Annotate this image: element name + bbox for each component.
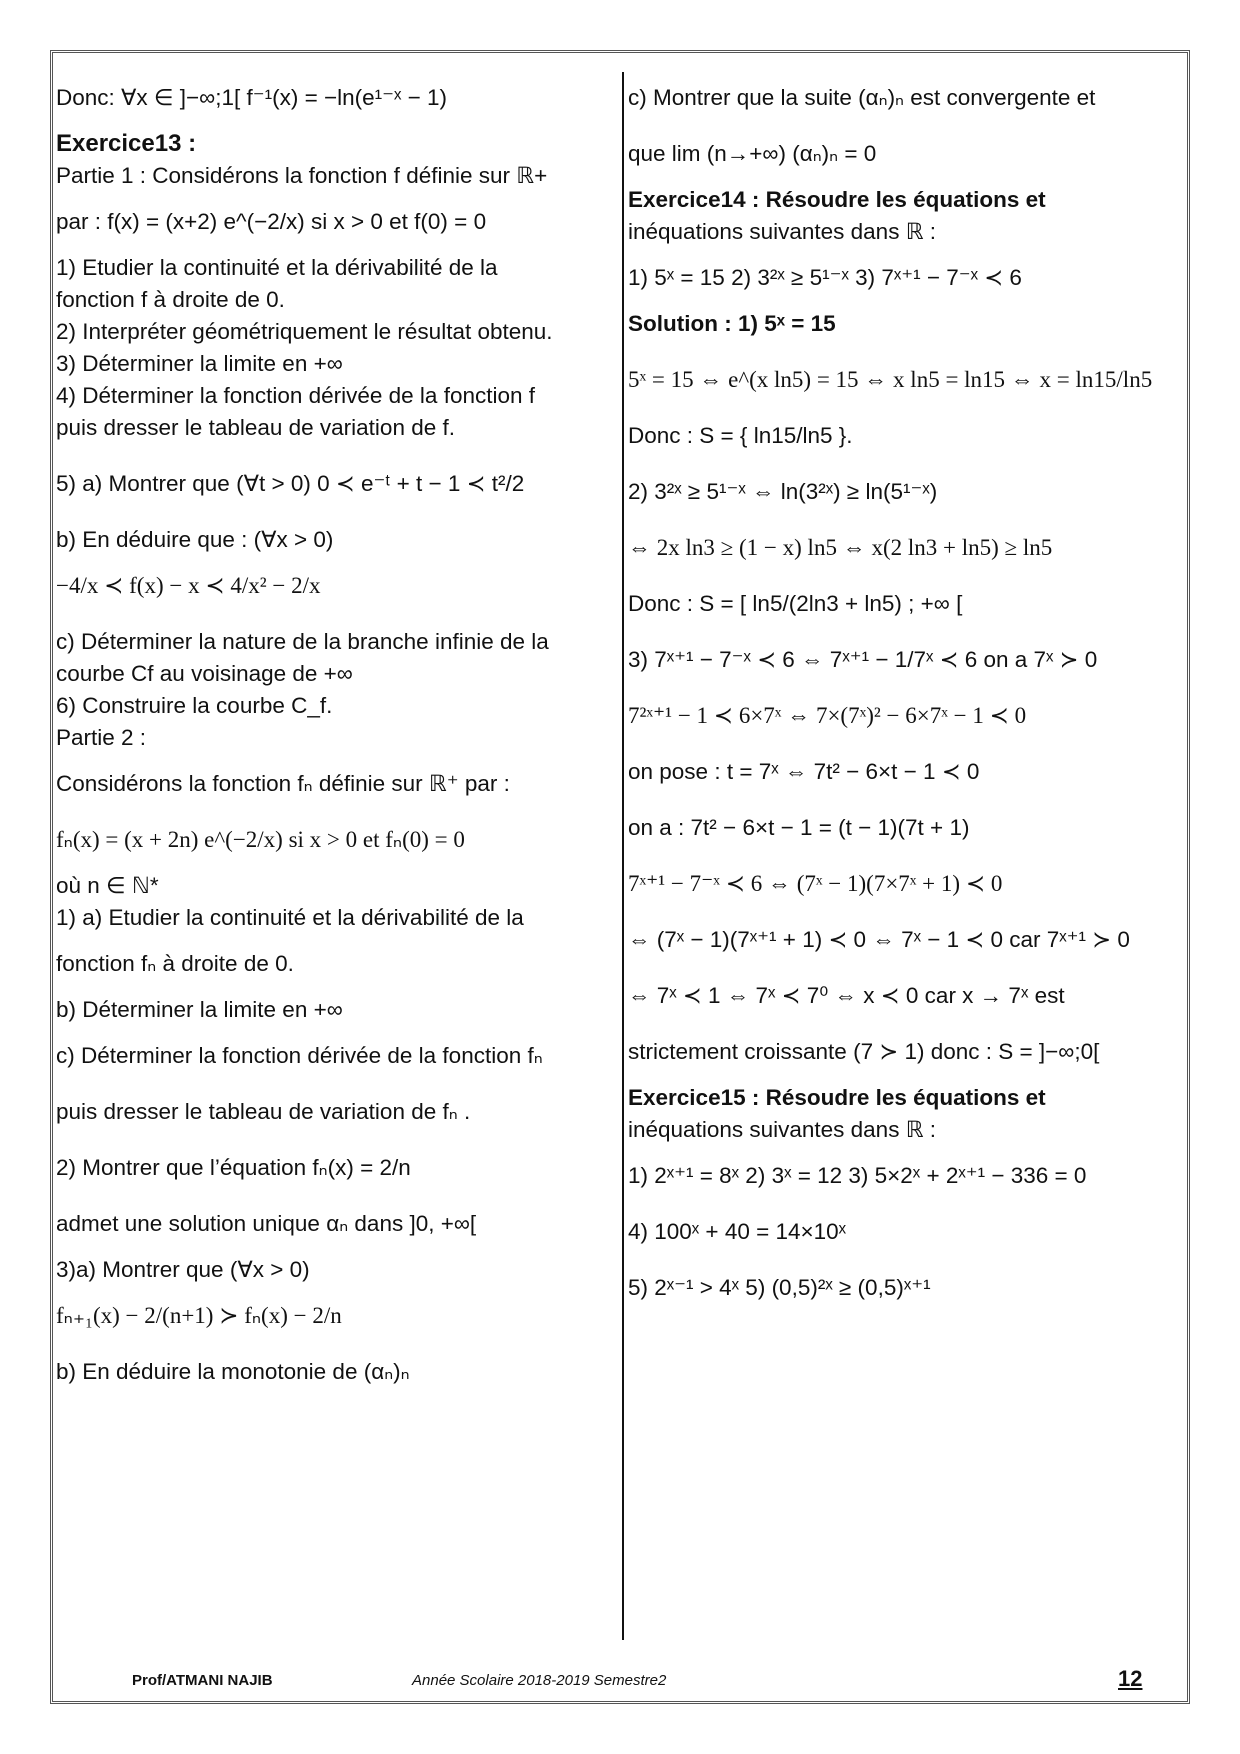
exercise-title: Exercice14 : Résoudre les équations et xyxy=(628,187,1046,212)
math-line: 4) 100ˣ + 40 = 14×10ˣ xyxy=(628,1219,847,1244)
math-line: ⇔ 2x ln3 ≥ (1 − x) ln5 ⇔ x(2 ln3 + ln5) ≥ ln5 xyxy=(628,535,1053,560)
text-line: puis dresser le tableau de variation de f. xyxy=(56,415,455,440)
text-line: on a : 7t² − 6×t − 1 = (t − 1)(7t + 1) xyxy=(628,815,970,840)
text-line: Donc : S = { ln15/ln5 }. xyxy=(628,423,853,448)
text-line: 1) Etudier la continuité et la dérivabilité de la xyxy=(56,255,498,280)
page-footer xyxy=(0,1666,1240,1702)
text-line: 2) Interpréter géométriquement le résultat obtenu. xyxy=(56,319,553,344)
math-line: 5ˣ = 15 ⇔ e^(x ln5) = 15 ⇔ x ln5 = ln15 ⇔ x = ln15/ln5 xyxy=(628,367,1153,392)
text-line: Partie 1 : Considérons la fonction f définie sur ℝ+ xyxy=(56,163,548,188)
math-line: ⇔ (7ˣ − 1)(7ˣ⁺¹ + 1) ≺ 0 ⇔ 7ˣ − 1 ≺ 0 car 7ˣ⁺¹ ≻ 0 xyxy=(628,927,1130,952)
text-line: inéquations suivantes dans ℝ : xyxy=(628,1117,937,1142)
math-line: 2) 3²ˣ ≥ 5¹⁻ˣ ⇔ ln(3²ˣ) ≥ ln(5¹⁻ˣ) xyxy=(628,479,938,504)
text-line: c) Déterminer la nature de la branche infinie de la xyxy=(56,629,549,654)
text-line: 6) Construire la courbe C_f. xyxy=(56,693,333,718)
text-line: b) Déterminer la limite en +∞ xyxy=(56,997,343,1022)
text-line: 2) Montrer que l’équation fₙ(x) = 2/n xyxy=(56,1155,411,1180)
text-line: puis dresser le tableau de variation de fₙ . xyxy=(56,1099,471,1124)
text-line: Partie 2 : xyxy=(56,725,147,750)
text-line: c) Montrer que la suite (αₙ)ₙ est convergente et xyxy=(628,85,1096,110)
text-line: 1) a) Etudier la continuité et la dérivabilité de la xyxy=(56,905,524,930)
text-line: fonction f à droite de 0. xyxy=(56,287,285,312)
math-line: fₙ(x) = (x + 2n) e^(−2/x) si x > 0 et fₙ(0) = 0 xyxy=(56,827,465,852)
math-line: 1) 5ˣ = 15 2) 3²ˣ ≥ 5¹⁻ˣ 3) 7ˣ⁺¹ − 7⁻ˣ ≺ 6 xyxy=(628,265,1022,290)
text-line: b) En déduire que : (∀x > 0) xyxy=(56,527,334,552)
text-line: 3)a) Montrer que (∀x > 0) xyxy=(56,1257,310,1282)
text-line: courbe Cf au voisinage de +∞ xyxy=(56,661,353,686)
author: Prof/ATMANI NAJIB xyxy=(132,1672,273,1689)
page-number: 12 xyxy=(1118,1666,1143,1691)
math-line: 7ˣ⁺¹ − 7⁻ˣ ≺ 6 ⇔ (7ˣ − 1)(7×7ˣ + 1) ≺ 0 xyxy=(628,871,1003,896)
text-line: où n ∈ ℕ* xyxy=(56,873,159,898)
math-line: fₙ₊₁(x) − 2/(n+1) ≻ fₙ(x) − 2/n xyxy=(56,1303,342,1328)
text-line: b) En déduire la monotonie de (αₙ)ₙ xyxy=(56,1359,410,1384)
text-line: que lim (n→+∞) (αₙ)ₙ = 0 xyxy=(628,141,877,166)
math-line: 3) 7ˣ⁺¹ − 7⁻ˣ ≺ 6 ⇔ 7ˣ⁺¹ − 1/7ˣ ≺ 6 on a 7ˣ ≻ 0 xyxy=(628,647,1098,672)
text-line: Donc: ∀x ∈ ]−∞;1[ f⁻¹(x) = −ln(e¹⁻ˣ − 1) xyxy=(56,85,448,110)
text-line: on pose : t = 7ˣ ⇔ 7t² − 6×t − 1 ≺ 0 xyxy=(628,759,980,784)
text-line: Considérons la fonction fₙ définie sur ℝ⁺ par : xyxy=(56,771,510,796)
right-column xyxy=(628,80,1176,1304)
math-line: −4/x ≺ f(x) − x ≺ 4/x² − 2/x xyxy=(56,573,321,598)
text-line: par : f(x) = (x+2) e^(−2/x) si x > 0 et f(0) = 0 xyxy=(56,209,487,234)
math-line: 1) 2ˣ⁺¹ = 8ˣ 2) 3ˣ = 12 3) 5×2ˣ + 2ˣ⁺¹ − 336 = 0 xyxy=(628,1163,1087,1188)
math-line: 5) 2ˣ⁻¹ > 4ˣ 5) (0,5)²ˣ ≥ (0,5)ˣ⁺¹ xyxy=(628,1275,931,1300)
text-line: 4) Déterminer la fonction dérivée de la fonction f xyxy=(56,383,536,408)
text-line: fonction fₙ à droite de 0. xyxy=(56,951,294,976)
school-year: Année Scolaire 2018-2019 Semestre2 xyxy=(412,1672,667,1689)
text-line: 5) a) Montrer que (∀t > 0) 0 ≺ e⁻ᵗ + t − 1 ≺ t²/2 xyxy=(56,471,525,496)
column-divider xyxy=(622,72,624,1640)
solution-title: Solution : 1) 5ˣ = 15 xyxy=(628,311,836,336)
text-line: admet une solution unique αₙ dans ]0, +∞[ xyxy=(56,1211,477,1236)
math-line: 7²ˣ⁺¹ − 1 ≺ 6×7ˣ ⇔ 7×(7ˣ)² − 6×7ˣ − 1 ≺ 0 xyxy=(628,703,1027,728)
text-line: Donc : S = [ ln5/(2ln3 + ln5) ; +∞ [ xyxy=(628,591,963,616)
exercise-title: Exercice13 : xyxy=(56,130,197,157)
math-line: ⇔ 7ˣ ≺ 1 ⇔ 7ˣ ≺ 7⁰ ⇔ x ≺ 0 car x → 7ˣ est xyxy=(628,983,1065,1008)
left-column xyxy=(56,80,616,1388)
exercise-title: Exercice15 : Résoudre les équations et xyxy=(628,1085,1046,1110)
text-line: 3) Déterminer la limite en +∞ xyxy=(56,351,343,376)
text-line: strictement croissante (7 ≻ 1) donc : S = ]−∞;0[ xyxy=(628,1039,1100,1064)
text-line: inéquations suivantes dans ℝ : xyxy=(628,219,937,244)
text-line: c) Déterminer la fonction dérivée de la fonction fₙ xyxy=(56,1043,543,1068)
